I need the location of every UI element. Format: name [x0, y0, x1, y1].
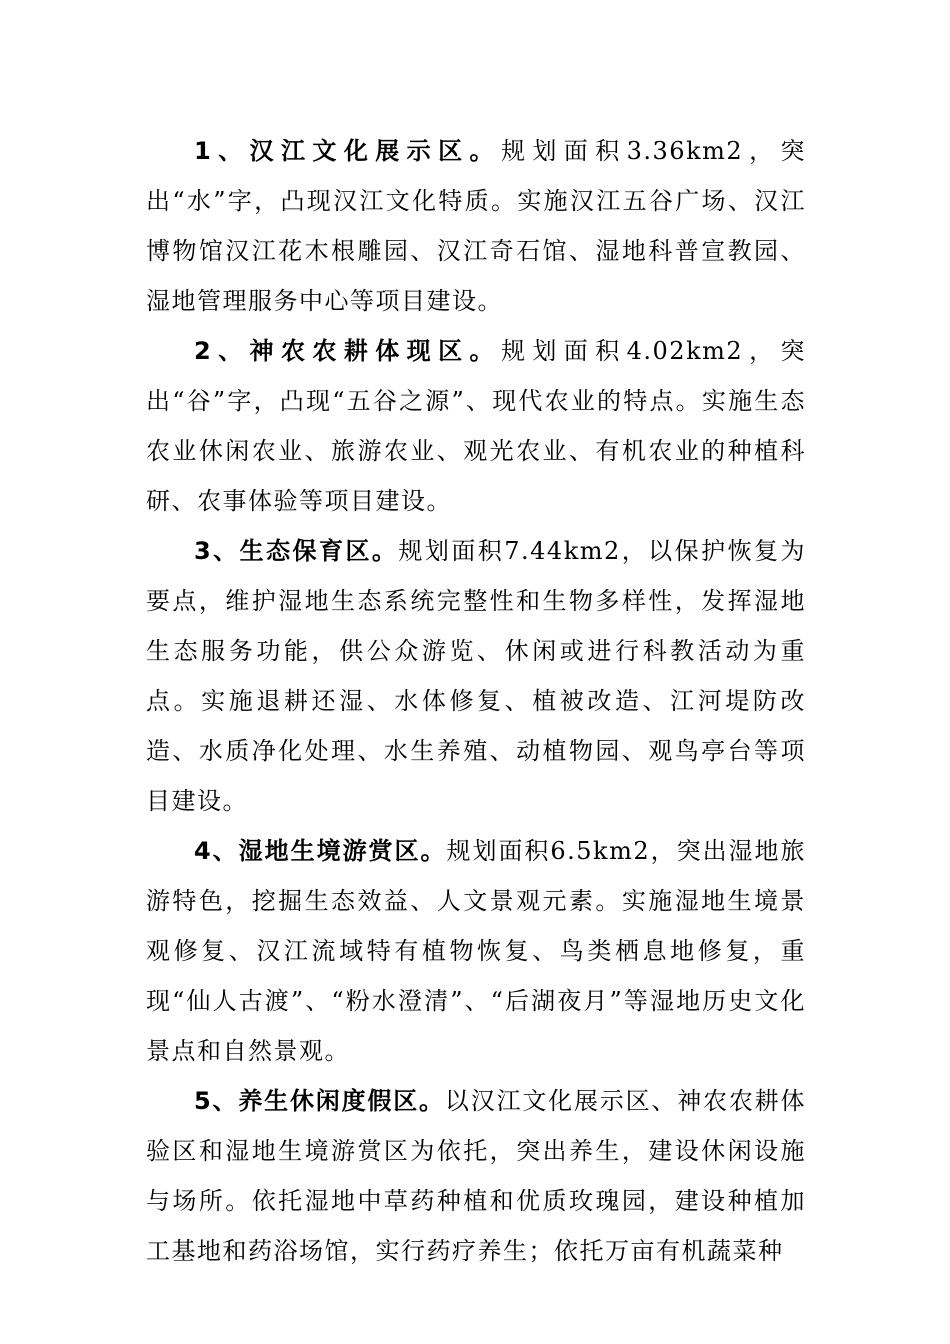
- section-3-paragraph: [146, 526, 806, 826]
- section-2-text: 规划面积4.02km2，突出“谷”字，凸现“五谷之源”、现代农业的特点。实施生态农业休闲农业、旅游农业、观光农业、有机农业的种植科研、农事体验等项目建设。: [146, 337, 806, 515]
- section-4-paragraph: [146, 826, 806, 1076]
- section-5-heading: 5、养生休闲度假区。: [194, 1087, 445, 1115]
- section-2-heading: 2、神农农耕体现区。: [194, 337, 501, 365]
- section-1-text: 规划面积3.36km2，突出“水”字，凸现汉江文化特质。实施汉江五谷广场、汉江博物馆汉江花木根雕园、汉江奇石馆、湿地科普宣教园、湿地管理服务中心等项目建设。: [146, 137, 806, 315]
- section-4-heading: 4、湿地生境游赏区。: [194, 837, 447, 865]
- section-3-heading: 3、生态保育区。: [194, 537, 399, 565]
- section-5-text: 以汉江文化展示区、神农农耕体验区和湿地生境游赏区为依托，突出养生，建设休闲设施与场所。依托湿地中草药种植和优质玫瑰园，建设种植加工基地和药浴场馆，实行药疗养生；依托万亩有机蔬菜种: [146, 1087, 806, 1265]
- section-2-paragraph: [146, 326, 806, 526]
- section-5-paragraph: [146, 1076, 806, 1276]
- section-3-text: 规划面积7.44km2，以保护恢复为要点，维护湿地生态系统完整性和生物多样性，发挥湿地生态服务功能，供公众游览、休闲或进行科教活动为重点。实施退耕还湿、水体修复、植被改造、江河堤防改造、水质净化处理、水生养殖、动植物园、观鸟亭台等项目建设。: [146, 537, 806, 815]
- section-1-heading: 1、汉江文化展示区。: [194, 137, 501, 165]
- section-1-paragraph: [146, 126, 806, 326]
- document-body: [146, 126, 806, 1276]
- section-4-text: 规划面积6.5km2，突出湿地旅游特色，挖掘生态效益、人文景观元素。实施湿地生境景观修复、汉江流域特有植物恢复、鸟类栖息地修复，重现“仙人古渡”、“粉水澄清”、“后湖夜月”等湿地历史文化景点和自然景观。: [146, 837, 806, 1065]
